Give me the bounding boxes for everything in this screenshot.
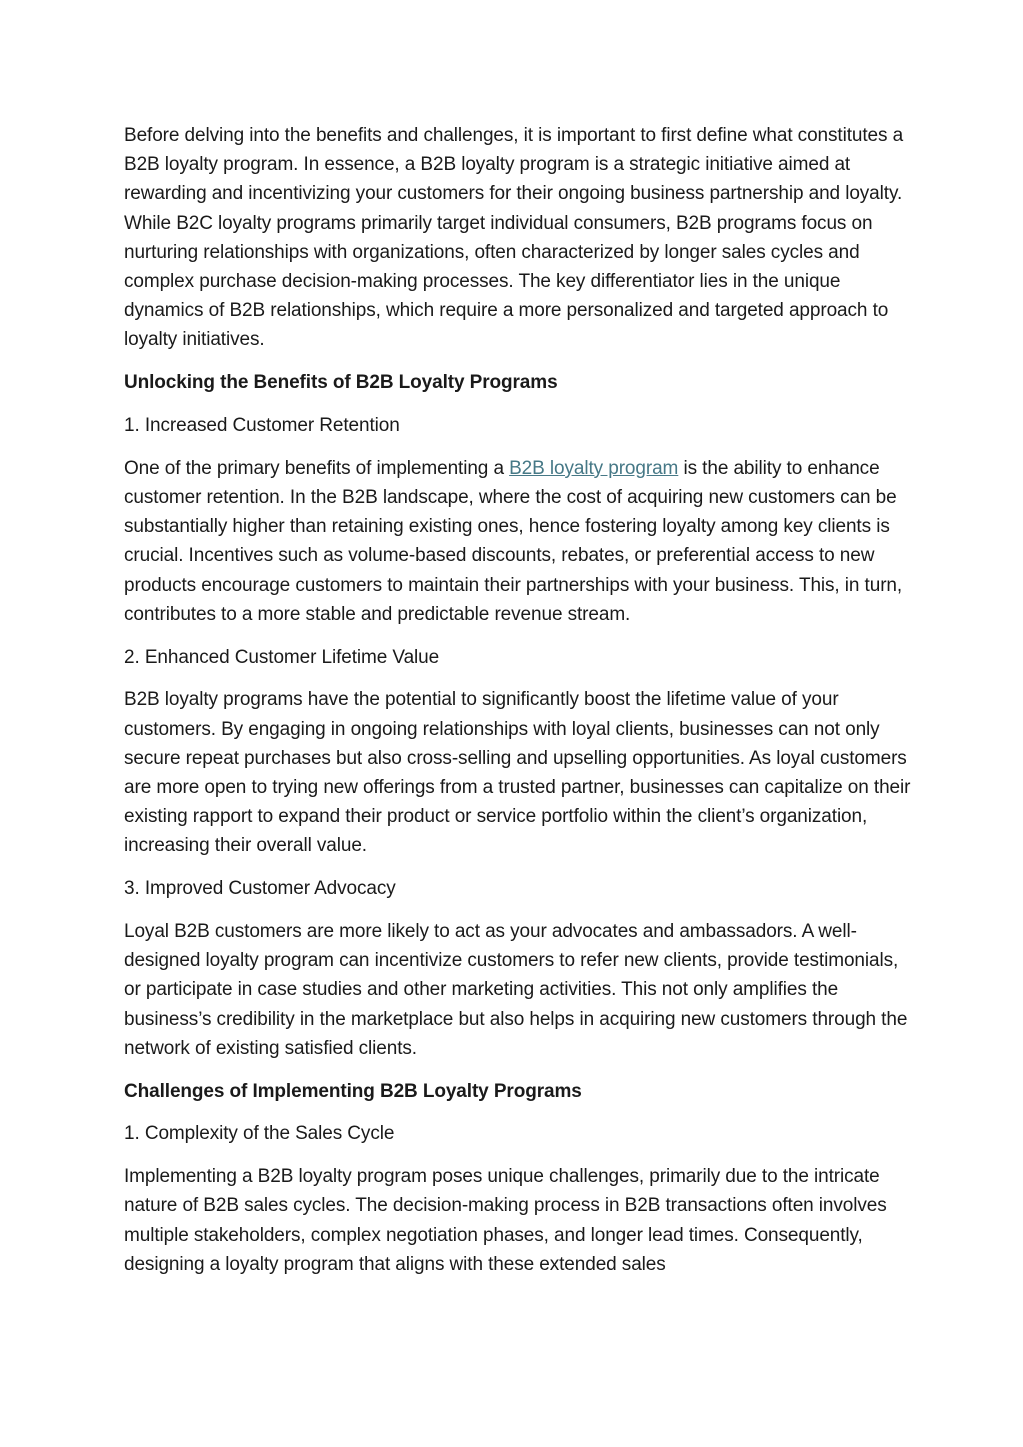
benefit-1-paragraph <box>124 454 914 629</box>
benefit-3-paragraph: Loyal B2B customers are more likely to act as your advocates and ambassadors. A well-designed loyalty program can incentivize customers to refer new clients, provide testimonials, or participate in case studies and other marketing activities. This not only amplifies the business’s credibility in the marketplace but also helps in acquiring new customers through the network of existing satisfied clients. <box>124 921 908 1059</box>
benefit-2-title: 2. Enhanced Customer Lifetime Value <box>124 646 440 668</box>
benefit-1-text-before-link: One of the primary benefits of implementing a <box>124 457 510 479</box>
benefit-1-title: 1. Increased Customer Retention <box>124 415 400 437</box>
benefit-2-paragraph: B2B loyalty programs have the potential to significantly boost the lifetime value of your customers. By engaging in ongoing relationships with loyal clients, businesses can not only secure repeat purchases but also cross-selling and upselling opportunities. As loyal customers are more open to trying new offerings from a trusted partner, businesses can capitalize on their existing rapport to expand their product or service portfolio within the client’s organization, increasing their overall value. <box>124 689 911 857</box>
intro-paragraph: Before delving into the benefits and challenges, it is important to first define what constitutes a B2B loyalty program. In essence, a B2B loyalty program is a strategic initiative aimed at rewarding and incentivizing your customers for their ongoing business partnership and loyalty. While B2C loyalty programs primarily target individual consumers, B2B programs focus on nurturing relationships with organizations, often characterized by longer sales cycles and complex purchase decision-making processes. The key differentiator lies in the unique dynamics of B2B relationships, which require a more personalized and targeted approach to loyalty initiatives. <box>124 125 904 351</box>
challenge-1-title: 1. Complexity of the Sales Cycle <box>124 1123 395 1145</box>
benefit-1-text-after-link: is the ability to enhance customer retention. In the B2B landscape, where the cost of acquiring new customers can be substantially higher than retaining existing ones, hence fostering loyalty among key clients is crucial. Incentives such as volume-based discounts, rebates, or preferential access to new products encourage customers to maintain their partnerships with your business. This, in turn, contributes to a more stable and predictable revenue stream. <box>124 457 903 625</box>
challenge-1-paragraph: Implementing a B2B loyalty program poses unique challenges, primarily due to the intricate nature of B2B sales cycles. The decision-making process in B2B transactions often involves multiple stakeholders, complex negotiation phases, and longer lead times. Consequently, designing a loyalty program that aligns with these extended sales <box>124 1166 887 1275</box>
document-page <box>124 121 914 1293</box>
benefits-heading: Unlocking the Benefits of B2B Loyalty Programs <box>124 372 558 394</box>
b2b-loyalty-program-link[interactable]: B2B loyalty program <box>509 457 679 479</box>
challenges-heading: Challenges of Implementing B2B Loyalty Programs <box>124 1080 582 1102</box>
benefit-3-title: 3. Improved Customer Advocacy <box>124 878 396 900</box>
